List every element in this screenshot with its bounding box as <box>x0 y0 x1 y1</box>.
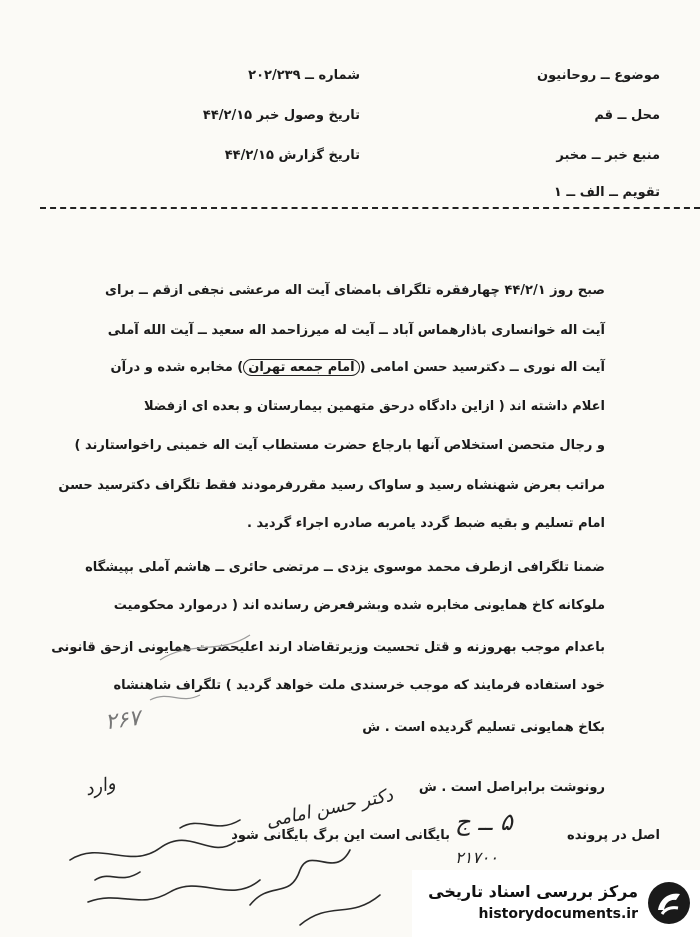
grade-field: تقویم ــ الف ــ ۱ <box>553 185 660 200</box>
report-date-field: تاریخ گزارش ۴۴/۲/۱۵ <box>224 148 360 163</box>
place-field: محل ــ قم <box>594 108 660 123</box>
source-field: منبع خبر ــ مخبر <box>556 148 660 163</box>
archive-watermark <box>412 870 700 937</box>
handwritten-box-code: ۵ ــ ج <box>455 808 513 836</box>
original-file-note-a: اصل در پرونده <box>567 828 660 843</box>
archive-url[interactable]: historydocuments.ir <box>478 906 638 922</box>
body-line-1: صبح روز ۴۴/۲/۱ چهارفقره تلگراف بامضای آیت اله مرعشی نجفی ازقم ــ برای <box>105 283 605 298</box>
body-line-9: ملوکانه کاخ همایونی مخابره شده وبشرفعرض رسانده اند ( درموارد محکومیت <box>113 598 605 613</box>
handwritten-margin-number: ۲۶۷ <box>103 705 143 736</box>
body-line-3: آیت اله نوری ــ دکترسید حسن امامی (امام جمعه تهران) مخابره شده و درآن <box>110 360 605 375</box>
archive-title: مرکز بررسی اسناد تاریخی <box>428 882 638 901</box>
received-date-field: تاریخ وصول خبر ۴۴/۲/۱۵ <box>202 108 360 123</box>
body-line-4: اعلام داشته اند ( ازاین دادگاه درحق متهمین بیمارستان و بعده ای ازفضلا <box>143 399 605 414</box>
body-line-12: بکاخ همایونی تسلیم گردیده است . ش <box>362 720 605 735</box>
body-line-3-part-c: مخابره شده و درآن <box>110 360 233 375</box>
original-file-note-b: بایگانی است این برگ بایگانی شود <box>231 828 450 843</box>
handwritten-file-number: ۲۱۷۰۰ <box>455 848 498 867</box>
body-line-7: امام تسلیم و بقیه ضبط گردد یامربه صادره اجراء گردید . <box>247 516 605 531</box>
handwritten-note: وارد <box>82 772 118 801</box>
subject-field: موضوع ــ روحانیون <box>537 68 660 83</box>
body-line-8: ضمنا تلگرافی ازطرف محمد موسوی یزدی ــ مرتضی حائری ــ هاشم آملی بپیشگاه <box>85 560 605 575</box>
body-line-11: خود استفاده فرمایند که موجب خرسندی ملت خواهد گردید ) تلگراف شاهنشاه <box>113 678 605 693</box>
body-line-5: و رجال متحصن استخلاص آنها بارجاع حضرت مستطاب آیت اله خمینی راخواستارند ) <box>74 438 605 453</box>
number-field: شماره ــ ۲۰۲/۲۳۹ <box>248 68 360 83</box>
body-line-6: مراتب بعرض شهنشاه رسید و ساواک رسید مقررفرمودند فقط تلگراف دکترسید حسن <box>58 478 605 493</box>
copy-certification: رونوشت برابراصل است . ش <box>418 780 605 795</box>
handwritten-name: دکتر حسن امامی <box>264 784 395 833</box>
body-line-10: باعدام موجب بهروزنه و قتل تحسیت وزیرتقاضاد ارند اعلیحضرت همایونی ازحق قانونی <box>51 640 605 655</box>
body-line-3-part-a: آیت اله نوری ــ دکترسید حسن امامی <box>370 360 605 375</box>
highlighted-title: امام جمعه تهران <box>243 359 359 376</box>
body-line-2: آیت اله خوانساری باذارهماس آباد ــ آیت له میرزاحمد اله سعید ــ آیت الله آملی <box>107 323 605 338</box>
archive-logo-icon <box>646 880 692 926</box>
